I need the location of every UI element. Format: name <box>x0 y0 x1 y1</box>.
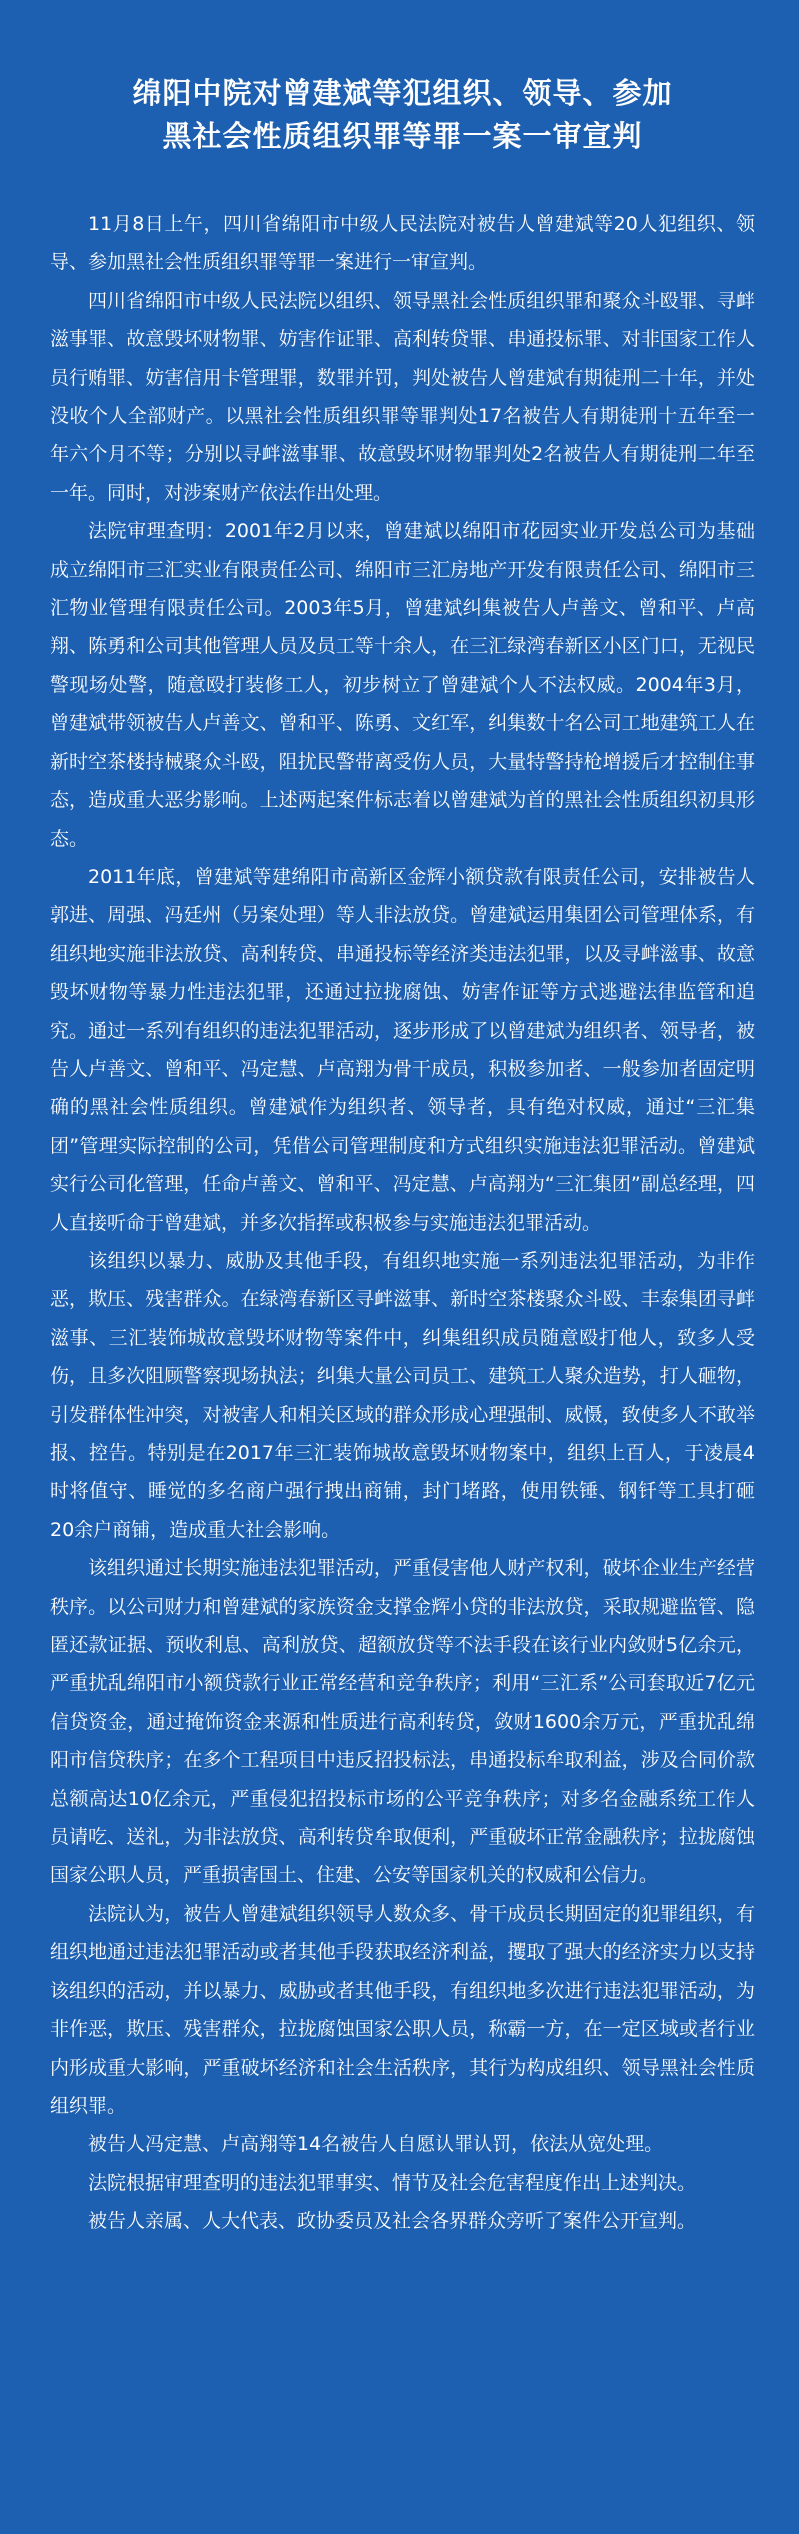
article-title <box>50 72 755 158</box>
paragraph-intro: 11月8日上午，四川省绵阳市中级人民法院对被告人曾建斌等20人犯组织、领导、参加黑社会性质组织罪等罪一案进行一审宣判。 <box>50 213 755 274</box>
paragraph-organization: 2011年底，曾建斌等建绵阳市高新区金辉小额贷款有限责任公司，安排被告人郭进、周强、冯廷州（另案处理）等人非法放贷。曾建斌运用集团公司管理体系，有组织地实施非法放贷、高利转贷、串通投标等经济类违法犯罪，以及寻衅滋事、故意毁坏财物等暴力性违法犯罪，还通过拉拢腐蚀、妨害作证等方式逃避法律监管和追究。通过一系列有组织的违法犯罪活动，逐步形成了以曾建斌为组织者、领导者，被告人卢善文、曾和平、冯定慧、卢高翔为骨干成员，积极参加者、一般参加者固定明确的黑社会性质组织。曾建斌作为组织者、领导者，具有绝对权威，通过“三汇集团”管理实际控制的公司，凭借公司管理制度和方式组织实施违法犯罪活动。曾建斌实行公司化管理，任命卢善文、曾和平、冯定慧、卢高翔为“三汇集团”副总经理，四人直接听命于曾建斌，并多次指挥或积极参与实施违法犯罪活动。 <box>50 865 755 1234</box>
paragraph-attendance: 被告人亲属、人大代表、政协委员及社会各界群众旁听了案件公开宣判。 <box>88 2210 697 2233</box>
paragraph-basis: 法院根据审理查明的违法犯罪事实、情节及社会危害程度作出上述判决。 <box>88 2171 697 2194</box>
article-title-line-1: 绵阳中院对曾建斌等犯组织、领导、参加 <box>132 76 673 110</box>
paragraph-formation: 法院审理查明：2001年2月以来，曾建斌以绵阳市花园实业开发总公司为基础成立绵阳市三汇实业有限责任公司、绵阳市三汇房地产开发有限责任公司、绵阳市三汇物业管理有限责任公司。2003年5月，曾建斌纠集被告人卢善文、曾和平、卢高翔、陈勇和公司其他管理人员及员工等十余人，在三汇绿湾春新区小区门口，无视民警现场处警，随意殴打装修工人，初步树立了曾建斌个人不法权威。2004年3月，曾建斌带领被告人卢善文、曾和平、陈勇、文红军，纠集数十名公司工地建筑工人在新时空茶楼持械聚众斗殴，阻扰民警带离受伤人员，大量特警持枪增援后才控制住事态，造成重大恶劣影响。上述两起案件标志着以曾建斌为首的黑社会性质组织初具形态。 <box>50 520 755 850</box>
paragraph-leniency: 被告人冯定慧、卢高翔等14名被告人自愿认罪认罚，依法从宽处理。 <box>88 2133 664 2156</box>
article-body <box>50 205 755 2241</box>
paragraph-court-opinion: 法院认为，被告人曾建斌组织领导人数众多、骨干成员长期固定的犯罪组织，有组织地通过违法犯罪活动或者其他手段获取经济利益，攫取了强大的经济实力以支持该组织的活动，并以暴力、威胁或者其他手段，有组织地多次进行违法犯罪活动，为非作恶，欺压、残害群众，拉拢腐蚀国家公职人员，称霸一方，在一定区域或者行业内形成重大影响，严重破坏经济和社会生活秩序，其行为构成组织、领导黑社会性质组织罪。 <box>50 1902 755 2117</box>
article-title-line-2: 黑社会性质组织罪等罪一案一审宣判 <box>162 119 643 153</box>
paragraph-violence: 该组织以暴力、威胁及其他手段，有组织地实施一系列违法犯罪活动，为非作恶，欺压、残害群众。在绿湾春新区寻衅滋事、新时空茶楼聚众斗殴、丰泰集团寻衅滋事、三汇装饰城故意毁坏财物等案件中，纠集组织成员随意殴打他人，致多人受伤，且多次阻顾警察现场执法；纠集大量公司员工、建筑工人聚众造势，打人砸物，引发群体性冲突，对被害人和相关区域的群众形成心理强制、威慑，致使多人不敢举报、控告。特别是在2017年三汇装饰城故意毁坏财物案中，组织上百人，于凌晨4时将值守、睡觉的多名商户强行拽出商铺，封门堵路，使用铁锤、钢钎等工具打砸20余户商铺，造成重大社会影响。 <box>50 1249 755 1541</box>
paragraph-economic-crimes: 该组织通过长期实施违法犯罪活动，严重侵害他人财产权利，破坏企业生产经营秩序。以公司财力和曾建斌的家族资金支撑金辉小贷的非法放贷，采取规避监管、隐匿还款证据、预收利息、高利放贷、超额放贷等不法手段在该行业内敛财5亿余元，严重扰乱绵阳市小额贷款行业正常经营和竞争秩序；利用“三汇系”公司套取近7亿元信贷资金，通过掩饰资金来源和性质进行高利转贷，敛财1600余万元，严重扰乱绵阳市信贷秩序；在多个工程项目中违反招投标法，串通投标牟取利益，涉及合同价款总额高达10亿余元，严重侵犯招投标市场的公平竞争秩序；对多名金融系统工作人员请吃、送礼，为非法放贷、高利转贷牟取便利，严重破坏正常金融秩序；拉拢腐蚀国家公职人员，严重损害国土、住建、公安等国家机关的权威和公信力。 <box>50 1557 755 1887</box>
paragraph-verdict: 四川省绵阳市中级人民法院以组织、领导黑社会性质组织罪和聚众斗殴罪、寻衅滋事罪、故意毁坏财物罪、妨害作证罪、高利转贷罪、串通投标罪、对非国家工作人员行贿罪、妨害信用卡管理罪，数罪并罚，判处被告人曾建斌有期徒刑二十年，并处没收个人全部财产。以黑社会性质组织罪等罪判处17名被告人有期徒刑十五年至一年六个月不等；分别以寻衅滋事罪、故意毁坏财物罪判处2名被告人有期徒刑二年至一年。同时，对涉案财产依法作出处理。 <box>50 289 755 504</box>
